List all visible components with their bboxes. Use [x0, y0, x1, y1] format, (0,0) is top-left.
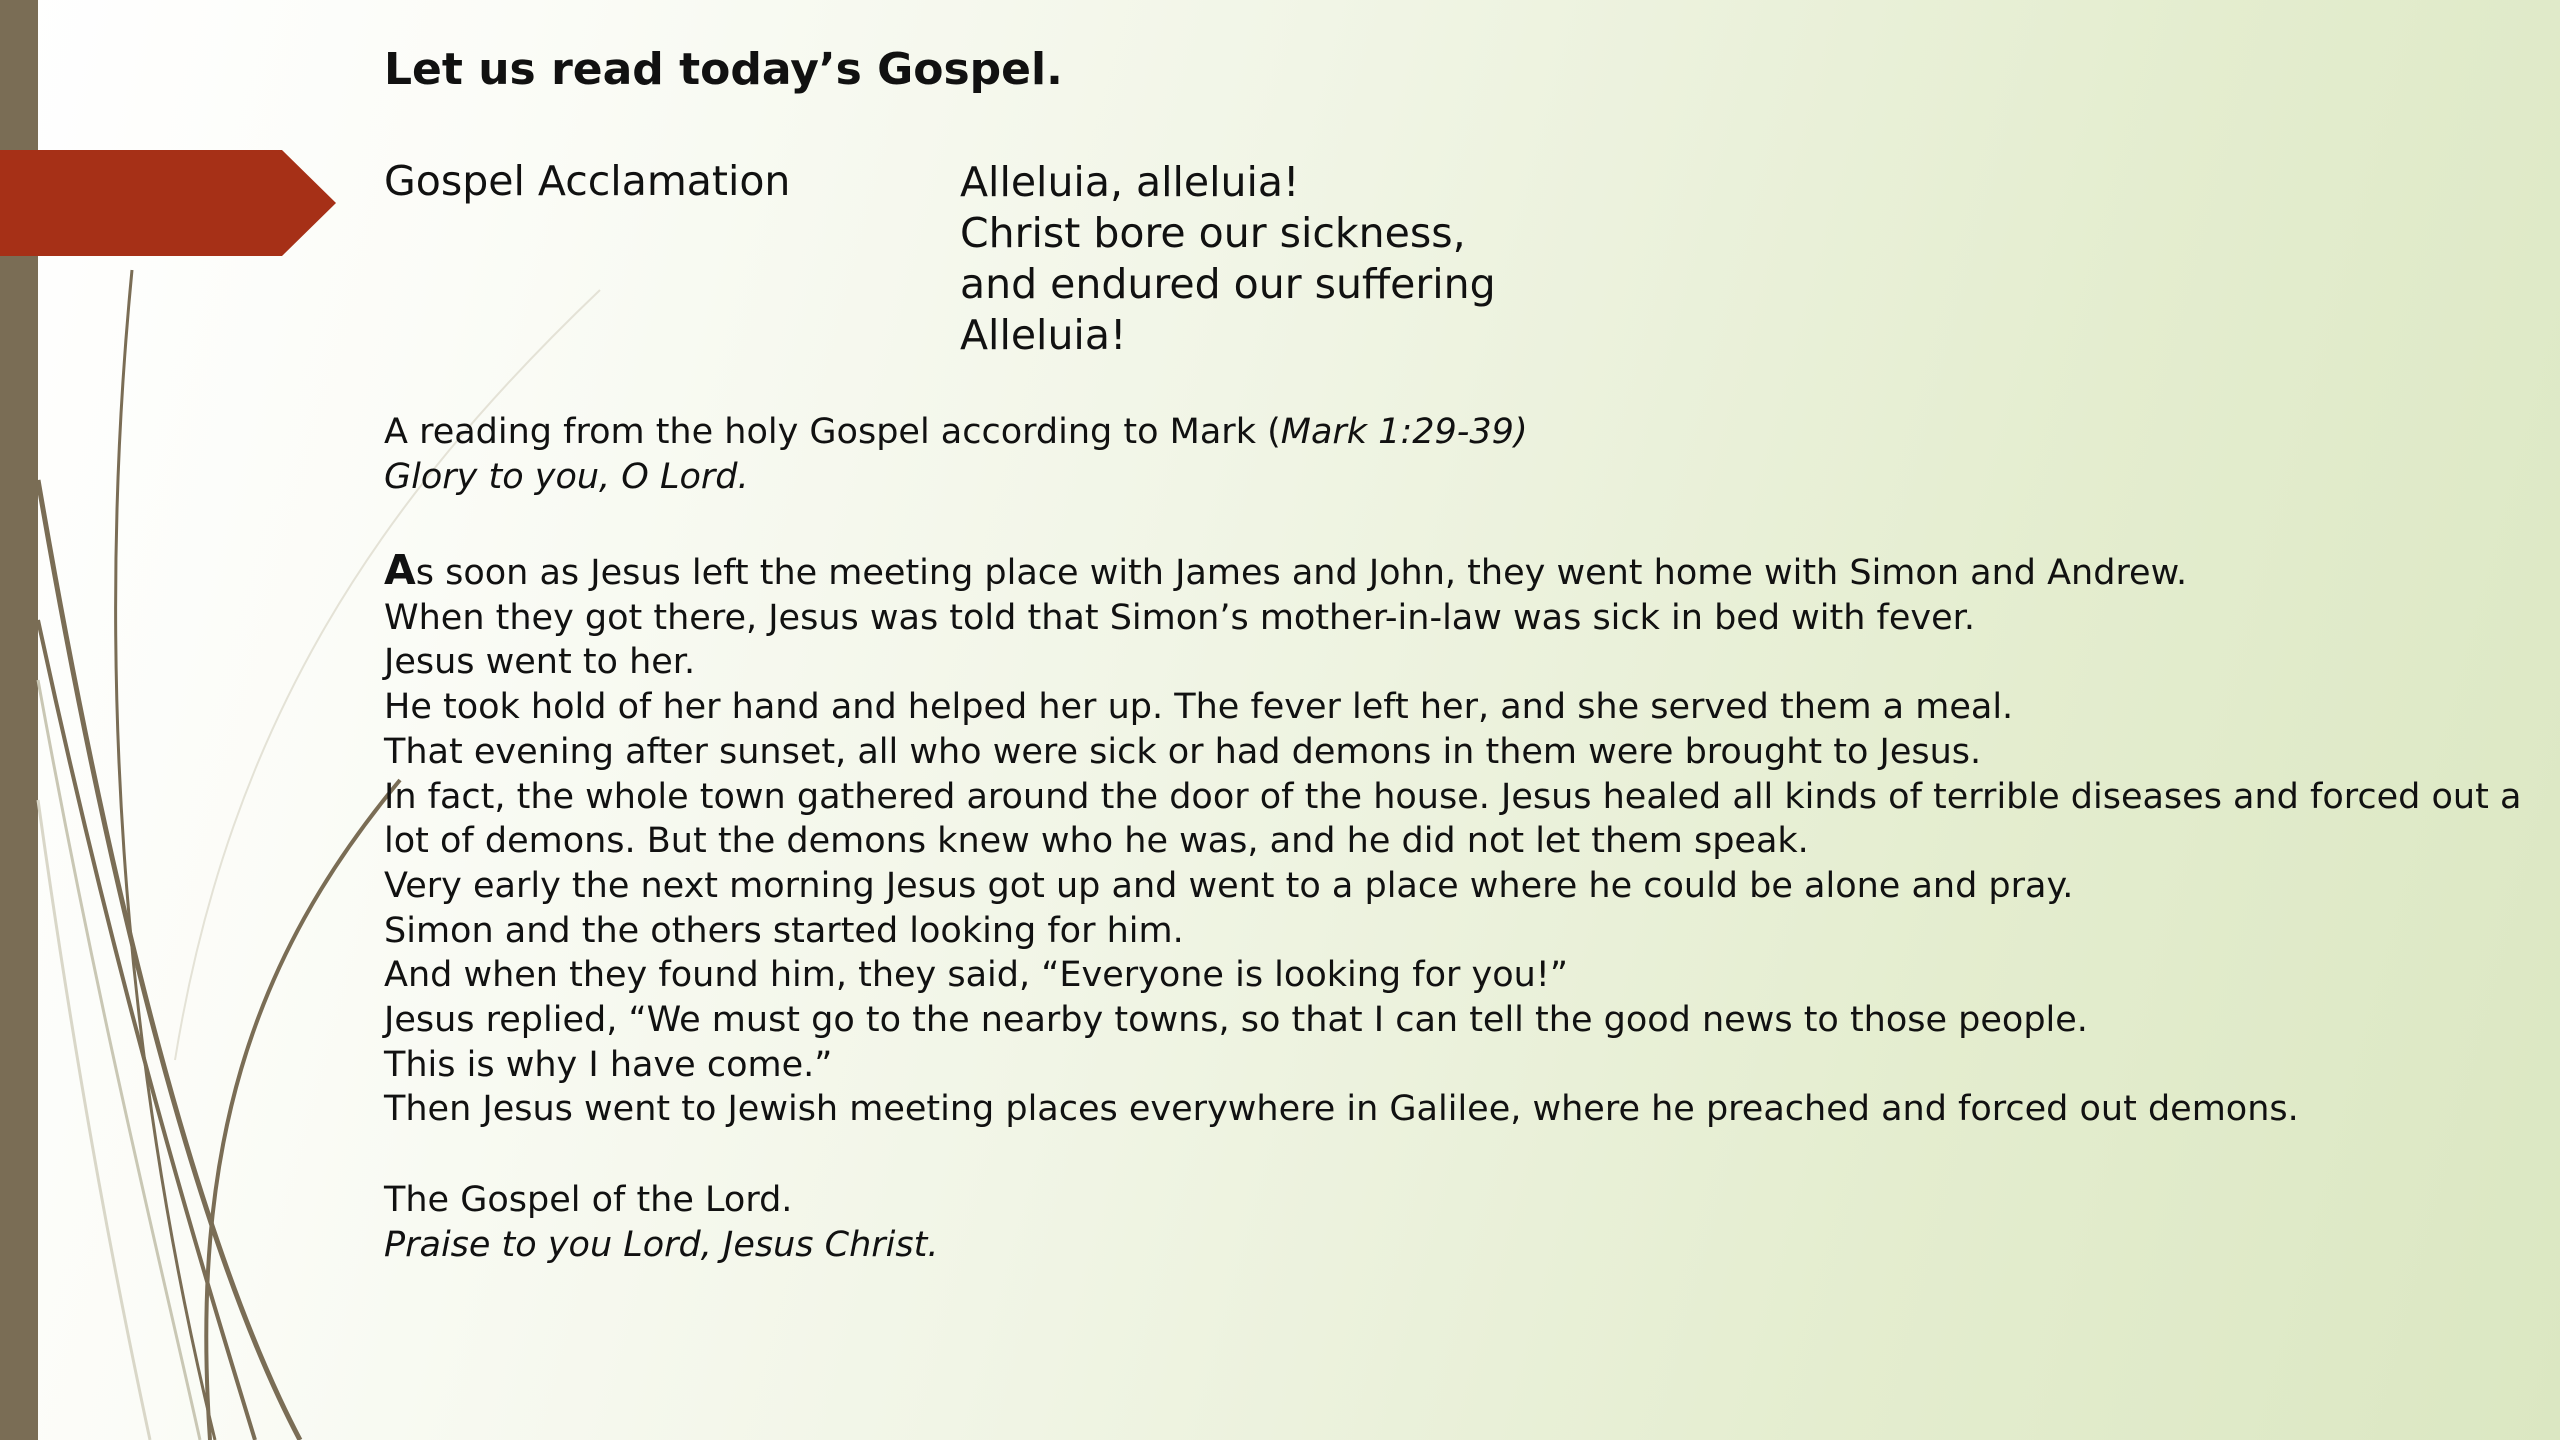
acclamation-line: Alleluia, alleluia!	[960, 158, 1300, 206]
reading-intro-text: A reading from the holy Gospel according to Mark (	[384, 412, 1281, 452]
gospel-line-first	[384, 548, 2484, 596]
gospel-text	[384, 546, 2522, 1132]
slide-title: Let us read today’s Gospel.	[384, 44, 1063, 95]
gospel-line: And when they found him, they said, “Everyone is looking for you!”	[384, 955, 1568, 996]
acclamation-line: Alleluia!	[960, 311, 1127, 359]
gospel-line: lot of demons. But the demons knew who he was, and he did not let them speak.	[384, 821, 1809, 862]
gospel-line: In fact, the whole town gathered around the door of the house. Jesus healed all kinds of terrible diseases and forced out a	[384, 776, 2522, 817]
gospel-line-first-rest: s soon as Jesus left the meeting place with James and John, they went home with Simon and Andrew.	[415, 553, 2188, 593]
acclamation-line: and endured our suffering	[960, 260, 1496, 308]
drop-cap: A	[384, 546, 416, 594]
closing-line: The Gospel of the Lord.	[384, 1180, 793, 1220]
gospel-line: He took hold of her hand and helped her up. The fever left her, and she served them a meal.	[384, 687, 2014, 728]
gospel-line: That evening after sunset, all who were sick or had demons in them were brought to Jesus.	[384, 731, 1982, 772]
acclamation-lines	[960, 157, 1496, 361]
gospel-line: When they got there, Jesus was told that Simon’s mother-in-law was sick in bed with fever.	[384, 597, 1975, 638]
gospel-line: Jesus went to her.	[384, 642, 696, 683]
gospel-line: Very early the next morning Jesus got up and went to a place where he could be alone and pray.	[384, 865, 2074, 906]
reading-intro-block	[384, 410, 1528, 500]
gospel-line: Then Jesus went to Jewish meeting places everywhere in Galilee, where he preached and forced out demons.	[384, 1089, 2299, 1130]
acclamation-label: Gospel Acclamation	[384, 157, 791, 205]
acclamation-line: Christ bore our sickness,	[960, 209, 1466, 257]
reading-reference: Mark 1:29-39)	[1280, 412, 1528, 452]
gospel-line: Simon and the others started looking for him.	[384, 910, 1184, 951]
gospel-line: This is why I have come.”	[384, 1044, 833, 1085]
closing-response: Praise to you Lord, Jesus Christ.	[384, 1225, 939, 1265]
gospel-line: Jesus replied, “We must go to the nearby towns, so that I can tell the good news to those people.	[384, 1000, 2088, 1041]
closing-block	[384, 1178, 938, 1268]
reading-intro	[384, 410, 1528, 455]
reading-response: Glory to you, O Lord.	[384, 457, 749, 497]
red-arrow-banner	[0, 150, 336, 256]
